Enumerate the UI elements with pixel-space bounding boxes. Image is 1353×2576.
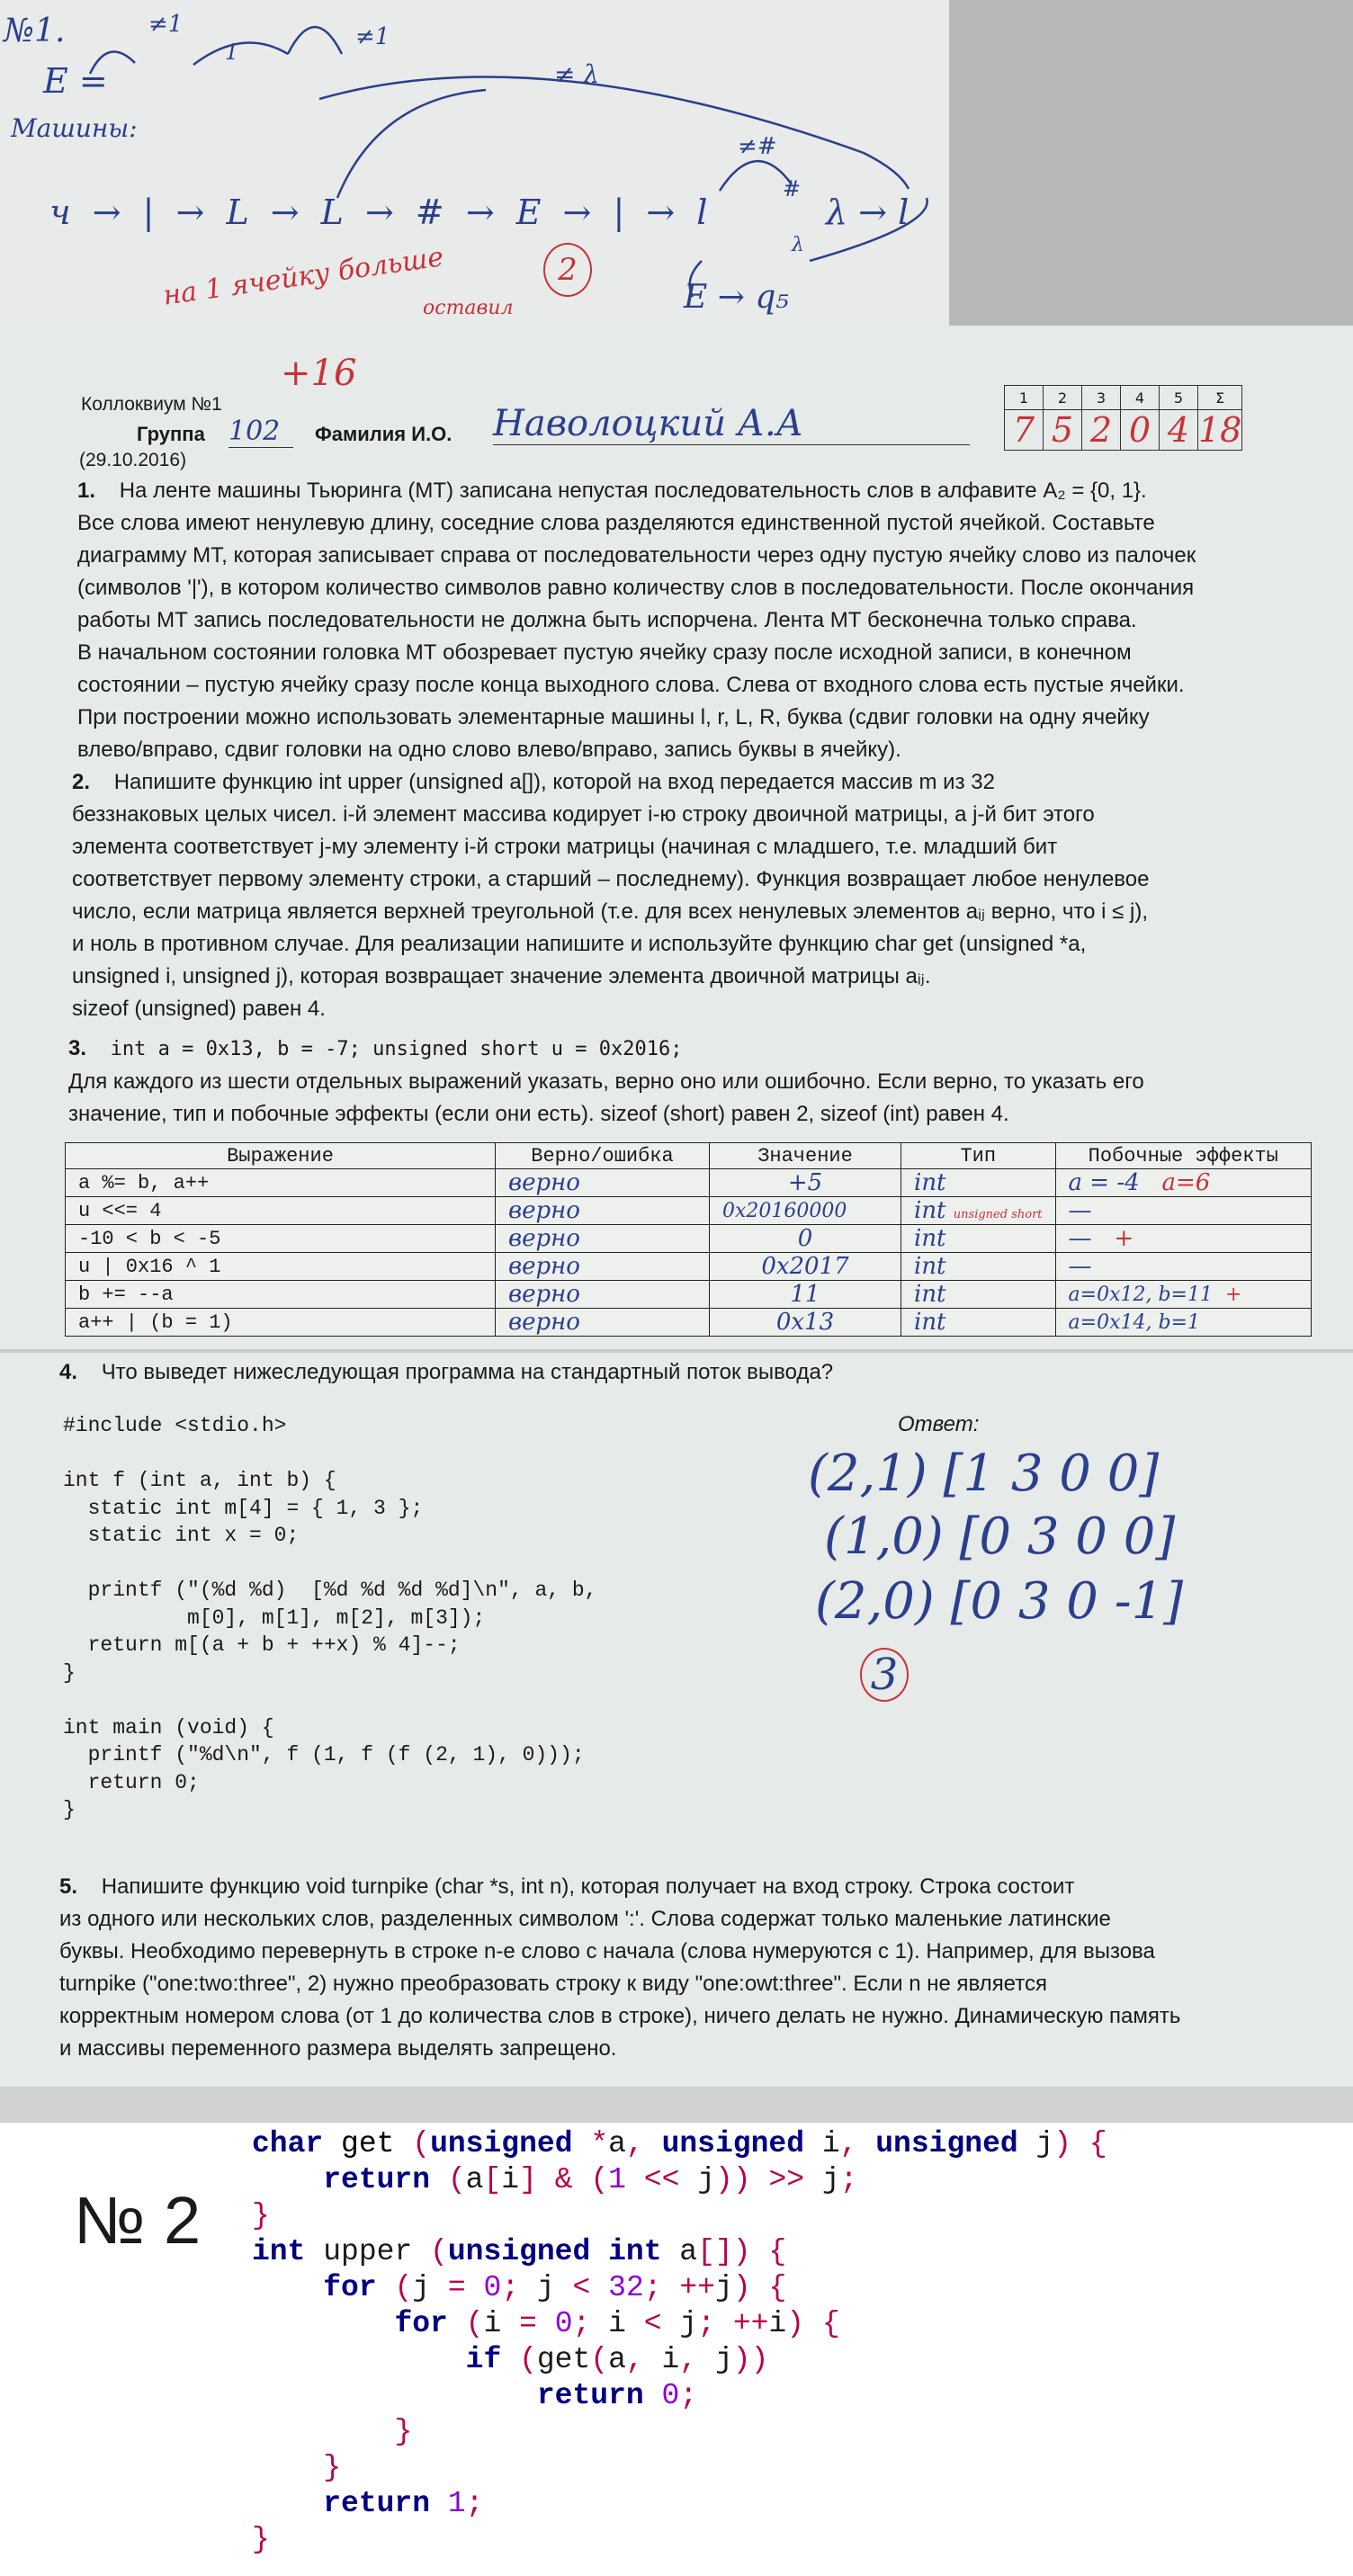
task-1-number: 1.	[77, 479, 96, 503]
task-1-line: На ленте машины Тьюринга (МТ) записана непустая последовательность слов в алфавите A₂ = {0, 1}.	[119, 479, 1147, 503]
correct-cell: верно	[496, 1309, 710, 1337]
side-effect-text: a=0x12, b=11	[1068, 1283, 1213, 1306]
page-title: Коллоквиум №1	[81, 394, 222, 415]
correct-cell: верно	[496, 1225, 710, 1253]
column-header: Значение	[710, 1143, 901, 1169]
task-4-text: Что выведет нижеследующая программа на стандартный поток вывода?	[101, 1360, 834, 1384]
task-1-line: состоянии – пустую ячейку сразу после конца выходного слова. Слева от входного слова есть пустые ячейки.	[77, 673, 1185, 697]
machines-label: Машины:	[11, 113, 138, 143]
side-effect-cell	[1055, 1281, 1311, 1309]
table-row	[66, 1197, 1312, 1225]
value-cell: 0x13	[710, 1309, 901, 1337]
score-header: 5	[1160, 386, 1198, 410]
task-4-code: #include <stdio.h> int f (int a, int b) { static int m[4] = { 1, 3 }; static int x = 0; printf ("(%d %d) [%d %d %d %d]\n", a, b, m[0], m[1], m[2], m[3]); return m[(a + b + ++x) % 4]--; } int main (void) { printf ("%d\n", f (1, f (f (2, 1), 0))); return 0; }	[63, 1414, 597, 1821]
score-value: 0	[1121, 410, 1160, 451]
name-value: Наволоцкий А.А	[493, 403, 970, 445]
task-1-line: (символов '|'), в котором количество символов равно количеству слов в последовательности. После окончания	[77, 576, 1195, 600]
tm-chain: ч → | → L → L → # → E → | → l	[49, 192, 713, 232]
answer-line: (2,0) [0 3 0 -1]	[815, 1572, 1184, 1631]
table-row	[66, 1225, 1312, 1253]
sheet-bottom-edge	[0, 2087, 1353, 2123]
grader-mark: +	[1114, 1225, 1134, 1252]
task-2-line: соответствует первому элементу строки, а старший – последнему). Функция возвращает любое ненулевое	[72, 867, 1150, 891]
score-header: 3	[1082, 386, 1121, 410]
task-2-line: Напишите функцию int upper (unsigned a[]), которой на вход передается массив m из 32	[113, 770, 995, 794]
table-row	[66, 1309, 1312, 1337]
type-cell	[901, 1197, 1056, 1225]
task-2-line: число, если матрица является верхней треугольной (т.е. для всех ненулевых элементов aᵢⱼ верно, что i ≤ j),	[72, 899, 1148, 924]
answer-result: 3	[860, 1648, 909, 1702]
ne-lambda-mark: ≠ λ	[554, 59, 600, 89]
side-effect-cell: a=0x14, b=1	[1055, 1309, 1311, 1337]
expression-cell: a++ | (b = 1)	[66, 1309, 496, 1337]
type-text: int	[914, 1197, 946, 1224]
solution-code	[252, 2126, 1107, 2558]
column-header: Побочные эффекты	[1055, 1143, 1311, 1169]
gray-corner	[949, 0, 1353, 326]
type-cell: int	[901, 1225, 1056, 1253]
group-value: 102	[228, 416, 293, 448]
column-header: Верно/ошибка	[496, 1143, 710, 1169]
column-header: Тип	[901, 1143, 1056, 1169]
group-label: Группа	[137, 423, 205, 445]
side-effect-text: —	[1068, 1225, 1092, 1252]
sheet-fold	[0, 1349, 1353, 1353]
side-effect-cell	[1055, 1225, 1311, 1253]
task-5-line: Напишите функцию void turnpike (char *s, int n), которая получает на вход строку. Строка состоит	[101, 1874, 1075, 1899]
code-line: for (j = 0; j < 32; ++j) {	[323, 2271, 787, 2304]
task-number-label: №1.	[4, 13, 66, 49]
task-5-line: turnpike ("one:two:three", 2) нужно преобразовать строку к виду "one:owt:three". Если n не является	[59, 1972, 1047, 1996]
table-row	[66, 1169, 1312, 1197]
task-3-line: Для каждого из шести отдельных выражений указать, верно оно или ошибочно. Если верно, то указать его	[68, 1069, 1144, 1094]
task-2-line: unsigned i, unsigned j), которая возвращает значение элемента двоичной матрицы aᵢⱼ.	[72, 964, 931, 988]
name-label: Фамилия И.О.	[315, 423, 452, 445]
code-line: }	[394, 2415, 413, 2448]
date: (29.10.2016)	[79, 450, 187, 470]
task-1-line: В начальном состоянии головка МТ обозревает пустую ячейку сразу после исходной записи, в конечном	[77, 640, 1132, 665]
expression-cell: u | 0x16 ^ 1	[66, 1253, 496, 1281]
score-plus: +16	[281, 353, 357, 394]
correct-cell: верно	[496, 1281, 710, 1309]
grader-circle-score: 2	[543, 243, 592, 297]
code-line: return (a[i] & (1 << j)) >> j;	[323, 2163, 858, 2196]
code-line: char get (unsigned *a, unsigned i, unsigned j) {	[252, 2127, 1107, 2160]
type-cell: int	[901, 1253, 1056, 1281]
score-value: 7	[1005, 410, 1044, 451]
answer-line: (2,1) [1 3 0 0]	[808, 1445, 1160, 1503]
expression-cell: -10 < b < -5	[66, 1225, 496, 1253]
type-cell: int	[901, 1169, 1056, 1197]
expression-cell: b += --a	[66, 1281, 496, 1309]
grader-note: на 1 ячейку больше	[161, 241, 446, 312]
grader-mark: +	[1224, 1283, 1242, 1306]
score-table	[1004, 385, 1242, 451]
tm-chain-end: λ → l	[826, 192, 909, 232]
task-1-line: диаграмму МТ, которая записывает справа от последовательности через одну пустую ячейку слово из палочек	[77, 543, 1196, 568]
score-value: 18	[1198, 410, 1242, 450]
code-line: int upper (unsigned int a[]) {	[252, 2235, 787, 2268]
answer-label: Ответ:	[898, 1412, 980, 1436]
side-effect-cell: —	[1055, 1197, 1311, 1225]
side-effect-cell: —	[1055, 1253, 1311, 1281]
value-cell: 0	[710, 1225, 901, 1253]
task-2-number: 2.	[72, 770, 91, 794]
task-3-number: 3.	[68, 1036, 87, 1060]
expression-cell: u <<= 4	[66, 1197, 496, 1225]
side-effect-cell	[1055, 1169, 1311, 1197]
expression-cell: a %= b, a++	[66, 1169, 496, 1197]
task-3-declaration: int a = 0x13, b = -7; unsigned short u = 0x2016;	[110, 1038, 683, 1060]
code-line: if (get(a, i, j))	[465, 2343, 769, 2376]
value-cell: 0x20160000	[710, 1197, 901, 1225]
grader-mark: unsigned short	[953, 1208, 1043, 1221]
column-header: Выражение	[66, 1143, 496, 1169]
task-3	[68, 1033, 1346, 1131]
value-cell: +5	[710, 1169, 901, 1197]
table-row	[66, 1253, 1312, 1281]
solution-label: № 2	[74, 2183, 202, 2258]
value-cell: 11	[710, 1281, 901, 1309]
e-q5-label: E → q₅	[684, 279, 789, 316]
type-cell: int	[901, 1309, 1056, 1337]
side-effect-text: a = -4	[1068, 1169, 1140, 1196]
score-value: 4	[1160, 410, 1198, 451]
code-line: }	[252, 2523, 270, 2556]
grader-note-2: оставил	[423, 297, 514, 319]
lambda-mark: λ	[792, 234, 804, 256]
expressions-table	[65, 1142, 1312, 1337]
code-line: }	[323, 2451, 342, 2484]
task-2-line: и ноль в противном случае. Для реализации напишите и используйте функцию char get (unsigned *a,	[72, 932, 1087, 956]
task-5	[59, 1871, 1346, 2065]
code-line: return 1;	[323, 2487, 484, 2520]
type-cell: int	[901, 1281, 1056, 1309]
task-5-line: и массивы переменного размера выделять запрещено.	[59, 2036, 617, 2061]
task-4-number: 4.	[59, 1360, 78, 1384]
score-value: 2	[1082, 410, 1121, 451]
code-line: for (i = 0; i < j; ++i) {	[394, 2307, 840, 2340]
ne-one-mark: ≠1	[148, 11, 184, 38]
task-1-line: работы МТ запись последовательности не должна быть испорчена. Лента МТ бесконечна только справа.	[77, 608, 1137, 632]
task-2-line: беззнаковых целых чисел. i-й элемент массива кодирует i-ю строку двоичной матрицы, а j-й бит этого	[72, 802, 1095, 827]
task-2-line: элемента соответствует j-му элементу i-й строки матрицы (начиная с младшего, т.е. младший бит	[72, 835, 1058, 859]
score-header: 4	[1121, 386, 1160, 410]
answer-line: (1,0) [0 3 0 0]	[824, 1507, 1176, 1566]
correct-cell: верно	[496, 1169, 710, 1197]
task-5-line: корректным номером слова (от 1 до количества слов в строке), ничего делать не нужно. Динамическую память	[59, 2004, 1181, 2028]
task-1-line: Все слова имеют ненулевую длину, соседние слова разделяются единственной пустой ячейкой. Составьте	[77, 511, 1155, 535]
hash-mark: #	[783, 176, 802, 201]
task-5-line: буквы. Необходимо перевернуть в строке n-е слово с начала (слова нумеруются с 1). Например, для вызова	[59, 1939, 1155, 1963]
ne-one-mark: ≠1	[355, 23, 390, 50]
one-mark: 1	[225, 40, 239, 65]
table-row	[66, 1281, 1312, 1309]
task-4-question	[59, 1356, 833, 1389]
task-2-line: sizeof (unsigned) равен 4.	[72, 997, 326, 1021]
code-line: return 0;	[536, 2379, 698, 2412]
task-3-line: значение, тип и побочные эффекты (если они есть). sizeof (short) равен 2, sizeof (int) равен 4.	[68, 1102, 1009, 1126]
score-header: 1	[1005, 386, 1044, 410]
correct-cell: верно	[496, 1197, 710, 1225]
score-header: Σ	[1198, 386, 1242, 410]
machine-e-label: E =	[43, 61, 108, 101]
value-cell: 0x2017	[710, 1253, 901, 1281]
task-1-line: При построении можно использовать элементарные машины l, r, L, R, буква (сдвиг головки на одну ячейку	[77, 705, 1150, 729]
grader-mark: a=6	[1161, 1169, 1211, 1196]
sketch-arrows	[0, 0, 949, 326]
task-5-line: из одного или нескольких слов, разделенных символом ':'. Слова содержат только маленькие латинские	[59, 1907, 1111, 1931]
score-value: 5	[1044, 410, 1082, 451]
ne-hash-mark: ≠#	[738, 133, 777, 160]
code-line: }	[252, 2199, 270, 2232]
score-header: 2	[1044, 386, 1082, 410]
correct-cell: верно	[496, 1253, 710, 1281]
task-2	[72, 766, 1340, 1025]
task-5-number: 5.	[59, 1874, 78, 1899]
task-1	[77, 475, 1346, 766]
task-1-line: влево/вправо, сдвиг головки на одно слово влево/вправо, запись буквы в ячейку).	[77, 738, 901, 762]
